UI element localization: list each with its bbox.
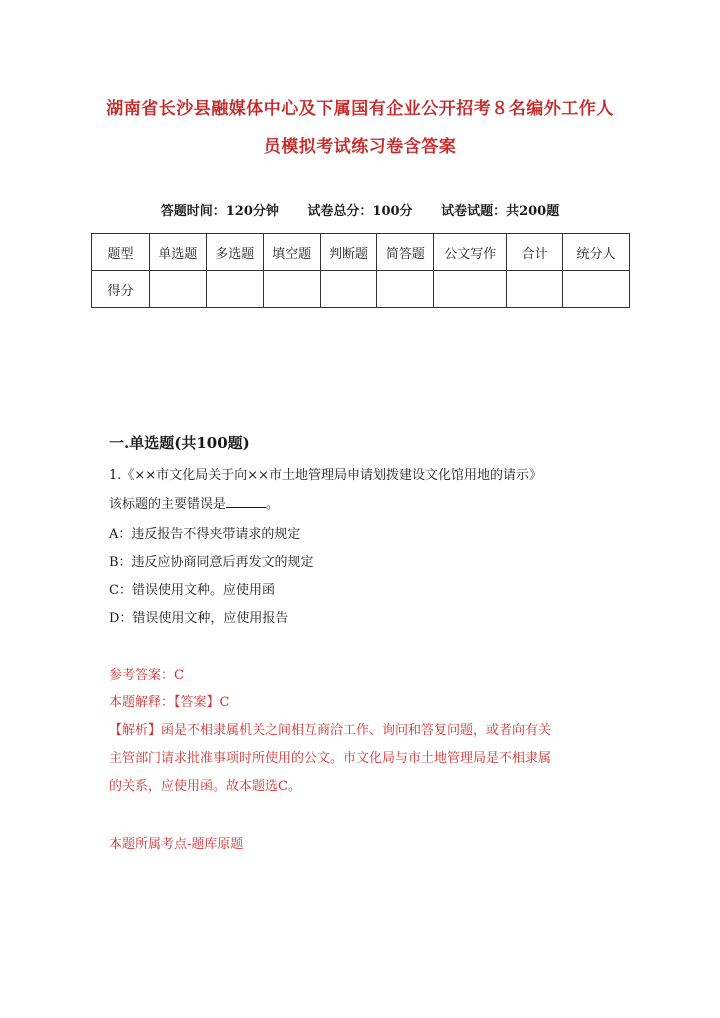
analysis-line-2: 主管部门请求批准事项时所使用的公文。市文化局与市土地管理局是不相隶属 [109,751,552,766]
score-row-label: 得分 [92,271,150,308]
score-table-header-cell: 公文写作 [434,234,507,271]
score-cell [563,271,630,308]
exam-meta [0,200,720,219]
score-cell [263,271,320,308]
score-cell [149,271,206,308]
footer-note: 本题所属考点-题库原题 [109,837,244,852]
question-stem-text: 该标题的主要错误是 [109,497,227,512]
document-title-line-2: 员模拟考试练习卷含答案 [263,137,457,157]
option-d: D：错误使用文种，应使用报告 [109,611,289,626]
exam-question-count: 试卷试题：共200题 [441,204,560,219]
question-stem-line-2 [109,493,279,512]
score-table-header-cell: 填空题 [263,234,320,271]
score-cell [507,271,563,308]
option-a: A：违反报告不得夹带请求的规定 [109,527,301,542]
score-cell [320,271,377,308]
score-table-header-row [92,234,630,271]
answer-blank [226,497,266,508]
score-table-header-cell: 统分人 [563,234,630,271]
document-title-line-1: 湖南省长沙县融媒体中心及下属国有企业公开招考８名编外工作人 [106,99,614,119]
analysis-line-3: 的关系，应使用函。故本题选C。 [109,779,301,794]
reference-answer: 参考答案：C [109,668,184,683]
explanation-head: 本题解释：【答案】C [109,695,230,710]
score-cell [206,271,263,308]
score-table-header-cell: 题型 [92,234,150,271]
section-title: 一.单选题(共100题) [109,434,250,452]
question-stem-end: 。 [266,497,280,512]
score-table-header-cell: 简答题 [377,234,434,271]
option-c: C：错误使用文种。应使用函 [109,583,275,598]
option-b: B：违反应协商同意后再发文的规定 [109,555,314,570]
score-cell [434,271,507,308]
score-table-header-cell: 合计 [507,234,563,271]
question-stem-line-1: 1.《××市文化局关于向××市土地管理局申请划拨建设文化馆用地的请示》 [109,468,542,483]
score-table-header-cell: 多选题 [206,234,263,271]
exam-total-score: 试卷总分：100分 [307,204,413,219]
score-table-header-cell: 判断题 [320,234,377,271]
score-table [91,233,630,308]
analysis-line-1: 【解析】函是不相隶属机关之间相互商洽工作、询问和答复问题，或者向有关 [109,723,552,738]
exam-time: 答题时间：120分钟 [160,204,279,219]
score-table-score-row [92,271,630,308]
score-table-header-cell: 单选题 [149,234,206,271]
score-cell [377,271,434,308]
